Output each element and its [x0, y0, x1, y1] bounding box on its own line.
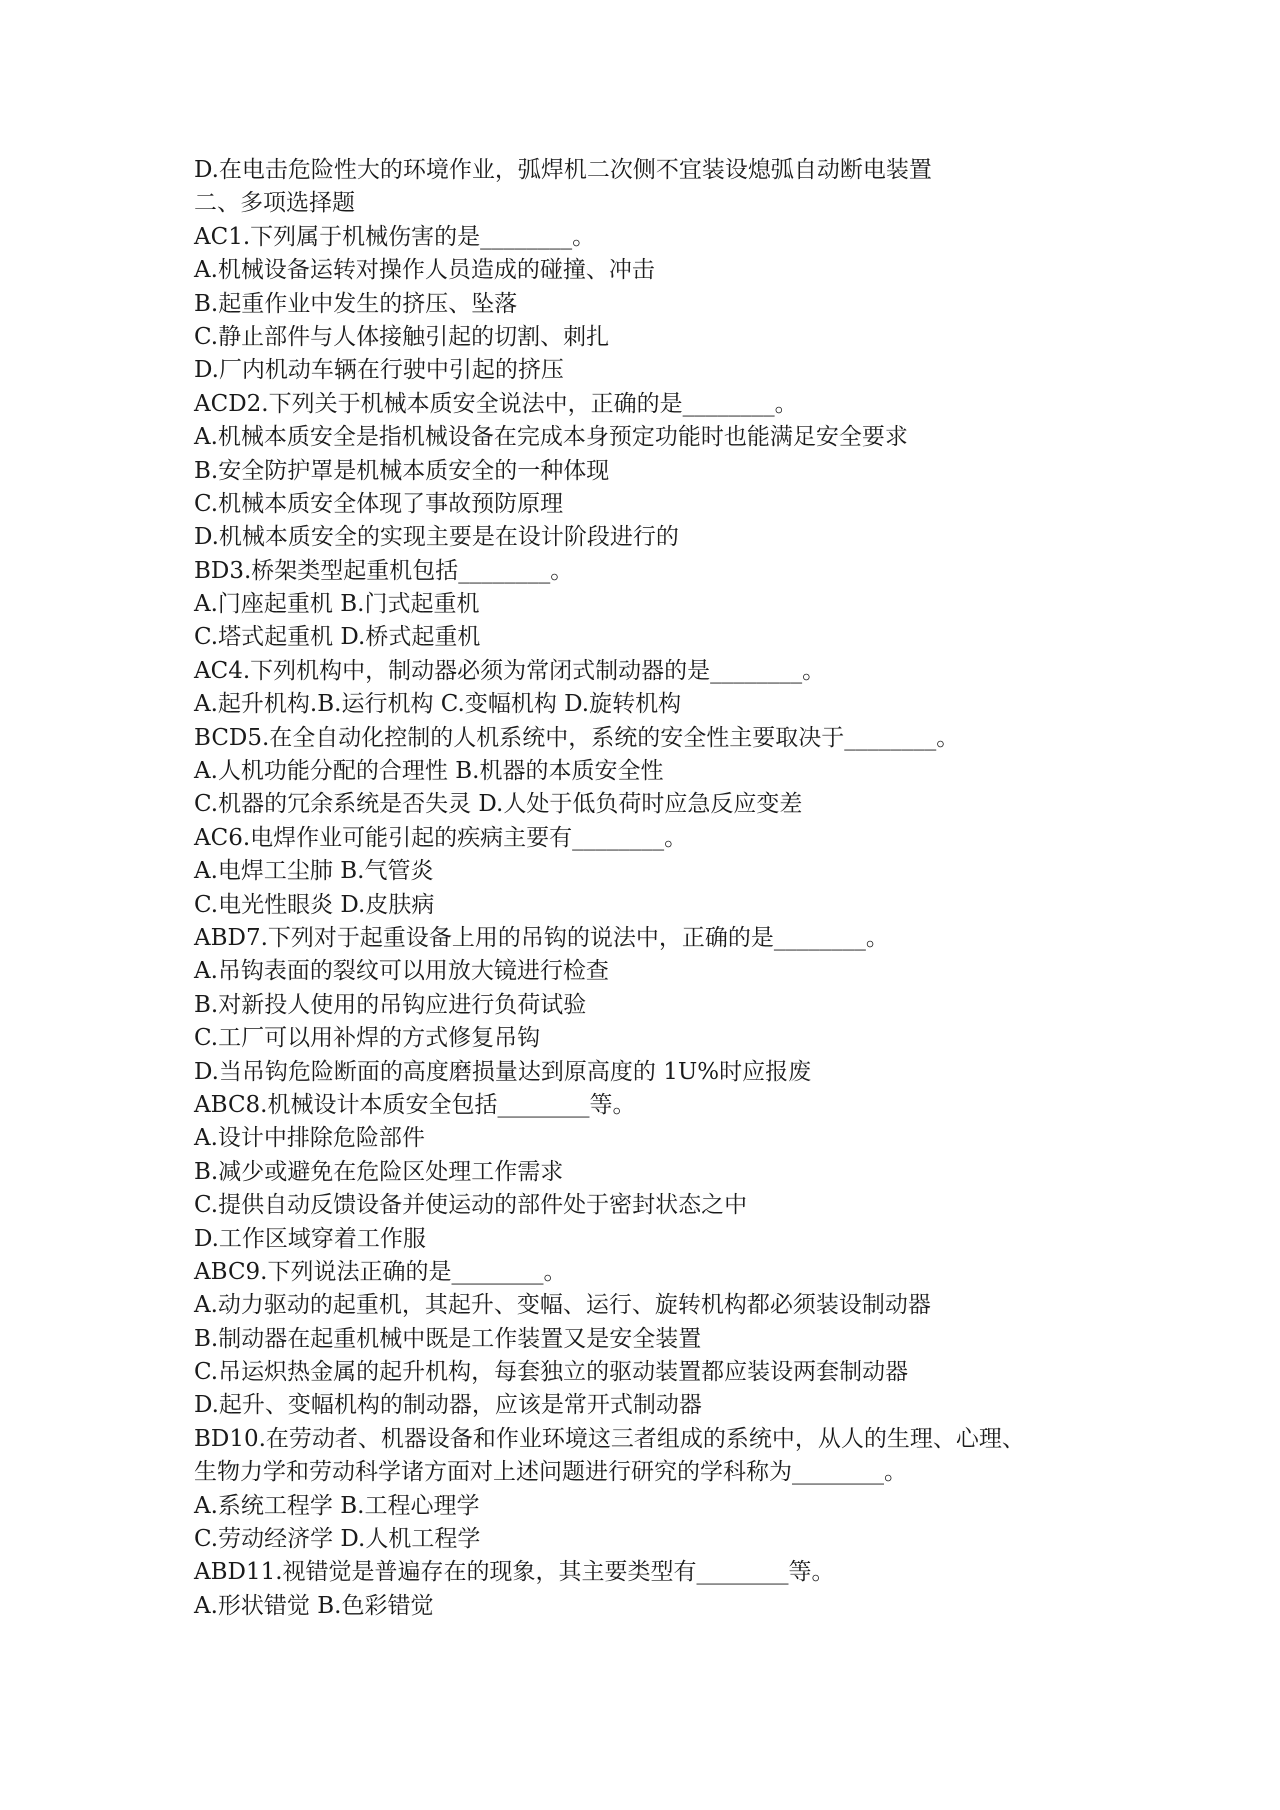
- option-line: A.电焊工尘肺 B.气管炎: [194, 858, 434, 885]
- section-heading: 二、多项选择题: [194, 190, 355, 217]
- option-line: A.系统工程学 B.工程心理学: [194, 1492, 480, 1519]
- option-line: B.起重作业中发生的挤压、坠落: [194, 290, 518, 317]
- option-line: C.机械本质安全体现了事故预防原理: [194, 490, 564, 517]
- option-line: B.对新投人使用的吊钩应进行负荷试验: [194, 991, 587, 1018]
- option-line: C.电光性眼炎 D.皮肤病: [194, 891, 435, 918]
- option-line: A.起升机构.B.运行机构 C.变幅机构 D.旋转机构: [194, 691, 682, 718]
- option-line: D.机械本质安全的实现主要是在设计阶段进行的: [194, 524, 679, 551]
- option-line: A.形状错觉 B.色彩错觉: [194, 1592, 434, 1619]
- option-line: A.门座起重机 B.门式起重机: [194, 591, 480, 618]
- question-line: ABD7.下列对于起重设备上用的吊钩的说法中，正确的是________。: [194, 924, 889, 951]
- question-line: ACD2.下列关于机械本质安全说法中，正确的是________。: [194, 390, 798, 417]
- option-line: D.厂内机动车辆在行驶中引起的挤压: [194, 357, 564, 384]
- question-line-continued: 生物力学和劳动科学诸方面对上述问题进行研究的学科称为________。: [194, 1459, 907, 1486]
- question-line: ABC9.下列说法正确的是________。: [194, 1258, 567, 1285]
- option-line: A.机械设备运转对操作人员造成的碰撞、冲击: [194, 257, 655, 284]
- option-line: A.吊钩表面的裂纹可以用放大镜进行检查: [194, 958, 609, 985]
- option-line: D.工作区域穿着工作服: [194, 1225, 426, 1252]
- question-line: BD3.桥架类型起重机包括________。: [194, 557, 574, 584]
- question-line: ABC8.机械设计本质安全包括________等。: [194, 1091, 636, 1118]
- option-line: C.劳动经济学 D.人机工程学: [194, 1526, 481, 1553]
- option-line: C.机器的冗余系统是否失灵 D.人处于低负荷时应急反应变差: [194, 791, 803, 818]
- document-page: [194, 154, 1194, 1623]
- option-line: C.塔式起重机 D.桥式起重机: [194, 624, 481, 651]
- option-line: B.减少或避免在危险区处理工作需求: [194, 1158, 564, 1185]
- question-line: AC6.电焊作业可能引起的疾病主要有________。: [194, 824, 688, 851]
- option-line: D.当吊钩危险断面的高度磨损量达到原高度的 1U%时应报废: [194, 1058, 812, 1085]
- option-line: A.设计中排除危险部件: [194, 1125, 425, 1152]
- question-line: AC1.下列属于机械伤害的是________。: [194, 223, 596, 250]
- question-line: ABD11.视错觉是普遍存在的现象，其主要类型有________等。: [194, 1559, 835, 1586]
- option-line: C.静止部件与人体接触引起的切割、刺扎: [194, 323, 610, 350]
- option-line: C.工厂可以用补焊的方式修复吊钩: [194, 1025, 541, 1052]
- option-line: A.机械本质安全是指机械设备在完成本身预定功能时也能满足安全要求: [194, 424, 908, 451]
- option-line: D.在电击危险性大的环境作业，弧焊机二次侧不宜装设熄弧自动断电装置: [194, 157, 932, 183]
- option-line: A.动力驱动的起重机，其起升、变幅、运行、旋转机构都必须装设制动器: [194, 1292, 931, 1319]
- question-line: BCD5.在全自动化控制的人机系统中，系统的安全性主要取决于________。: [194, 724, 960, 751]
- option-line: D.起升、变幅机构的制动器，应该是常开式制动器: [194, 1392, 702, 1419]
- option-line: B.制动器在起重机械中既是工作装置又是安全装置: [194, 1325, 702, 1352]
- option-line: A.人机功能分配的合理性 B.机器的本质安全性: [194, 758, 664, 785]
- option-line: B.安全防护罩是机械本质安全的一种体现: [194, 457, 610, 484]
- question-line: BD10.在劳动者、机器设备和作业环境这三者组成的系统中，从人的生理、心理、: [194, 1425, 1025, 1452]
- option-line: C.吊运炽热金属的起升机构，每套独立的驱动装置都应装设两套制动器: [194, 1359, 909, 1386]
- question-line: AC4.下列机构中，制动器必须为常闭式制动器的是________。: [194, 657, 826, 684]
- option-line: C.提供自动反馈设备并使运动的部件处于密封状态之中: [194, 1192, 748, 1219]
